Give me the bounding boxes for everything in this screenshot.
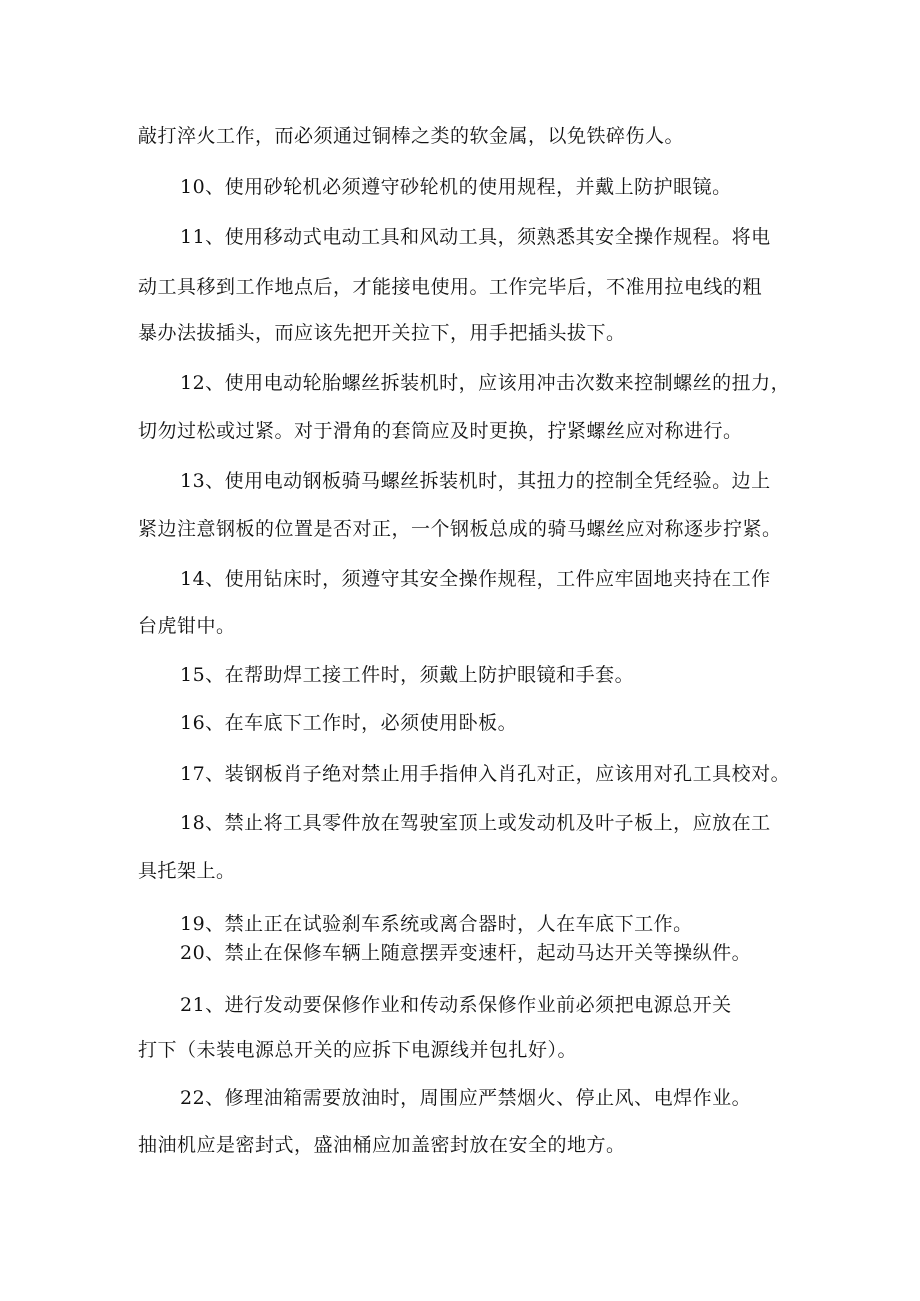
item-10: 10、使用砂轮机必须遵守砂轮机的使用规程，并戴上防护眼镜。 <box>180 176 732 198</box>
item-21: 21、进行发动要保修作业和传动系保修作业前必须把电源总开关 <box>180 994 732 1016</box>
item-13: 13、使用电动钢板骑马螺丝拆装机时，其扭力的控制全凭经验。边上 <box>180 470 771 492</box>
text-line: 抽油机应是密封式，盛油桶应加盖密封放在安全的地方。 <box>138 1134 626 1156</box>
item-15: 15、在帮助焊工接工件时，须戴上防护眼镜和手套。 <box>180 664 635 686</box>
item-11: 11、使用移动式电动工具和风动工具，须熟悉其安全操作规程。将电 <box>180 226 771 248</box>
item-14: 14、使用钻床时，须遵守其安全操作规程，工件应牢固地夹持在工作 <box>180 568 771 590</box>
item-20: 20、禁止在保修车辆上随意摆弄变速杆，起动马达开关等操纵件。 <box>180 942 752 964</box>
item-17: 17、装钢板肖子绝对禁止用手指伸入肖孔对正，应该用对孔工具校对。 <box>180 763 791 785</box>
item-19: 19、禁止正在试验刹车系统或离合器时，人在车底下工作。 <box>180 913 693 935</box>
item-18: 18、禁止将工具零件放在驾驶室顶上或发动机及叶子板上，应放在工 <box>180 812 771 834</box>
item-22: 22、修理油箱需要放油时，周围应严禁烟火、停止风、电焊作业。 <box>180 1087 752 1109</box>
text-line: 打下（未装电源总开关的应拆下电源线并包扎好）。 <box>138 1039 578 1061</box>
text-line: 具托架上。 <box>138 860 236 882</box>
text-line: 切勿过松或过紧。对于滑角的套筒应及时更换，拧紧螺丝应对称进行。 <box>138 420 743 442</box>
text-line: 敲打淬火工作，而必须通过铜棒之类的软金属，以免铁碎伤人。 <box>138 125 685 147</box>
item-16: 16、在车底下工作时，必须使用卧板。 <box>180 712 518 734</box>
item-12: 12、使用电动轮胎螺丝拆装机时，应该用冲击次数来控制螺丝的扭力， <box>180 372 791 394</box>
text-line: 紧边注意钢板的位置是否对正，一个钢板总成的骑马螺丝应对称逐步拧紧。 <box>138 518 782 540</box>
text-line: 暴办法拔插头，而应该先把开关拉下，用手把插头拔下。 <box>138 322 626 344</box>
text-line: 台虎钳中。 <box>138 615 236 637</box>
text-line: 动工具移到工作地点后，才能接电使用。工作完毕后，不准用拉电线的粗 <box>138 276 763 298</box>
